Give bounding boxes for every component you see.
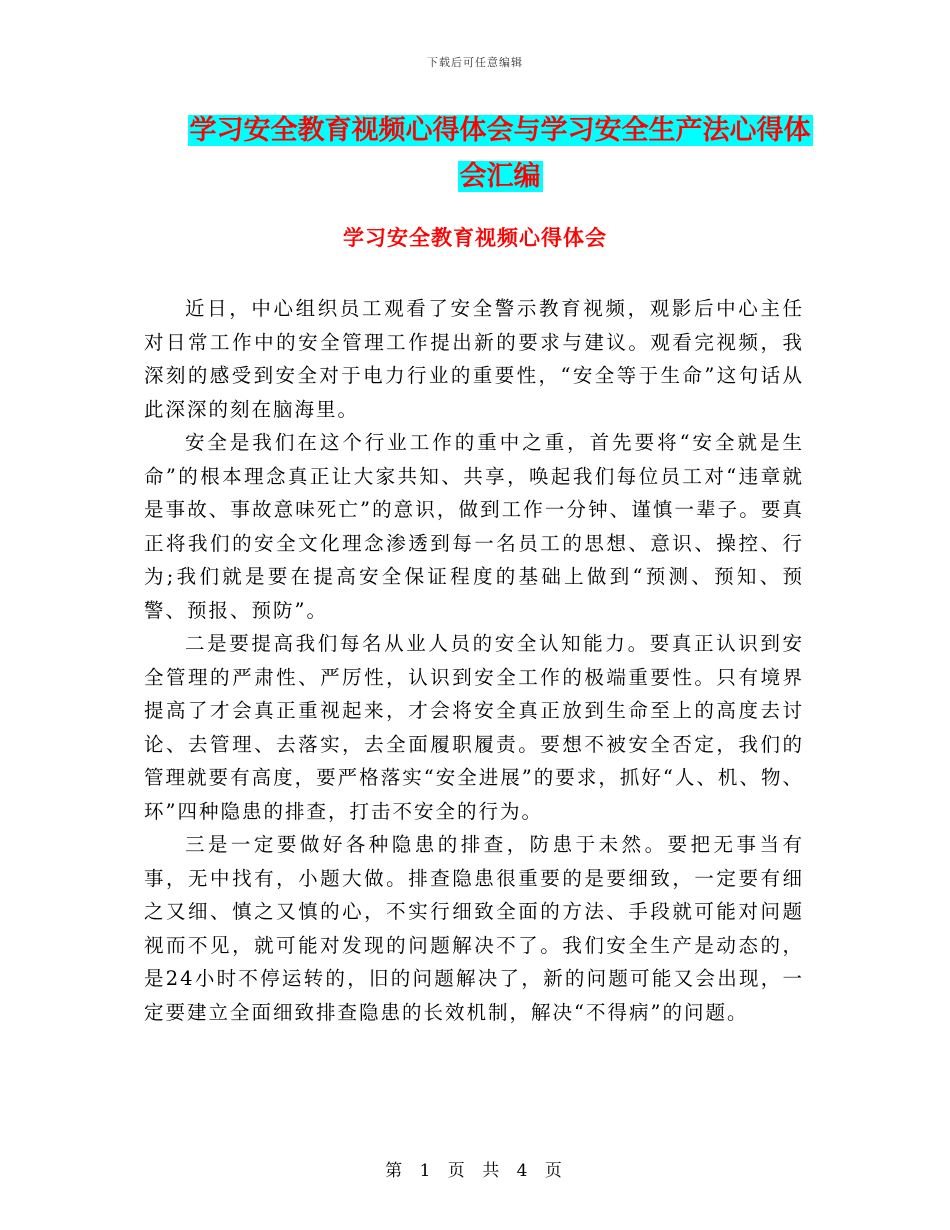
section-title: 学习安全教育视频心得体会 bbox=[343, 226, 607, 250]
header-note: 下载后可任意编辑 bbox=[427, 56, 523, 69]
title-line-1: 学习安全教育视频心得体会与学习安全生产法心得体 bbox=[189, 115, 811, 146]
page-footer: 第 1 页 共 4 页 bbox=[385, 1161, 565, 1181]
title-line-2: 会汇编 bbox=[459, 161, 541, 192]
paragraph: 近日，中心组织员工观看了安全警示教育视频，观影后中心主任对日常工作中的安全管理工作提出新的要求与建议。观看完视频，我深刻的感受到安全对于电力行业的重要性，“安全等于生命”这句话从此深深的刻在脑海里。 bbox=[144, 297, 804, 421]
paragraph: 二是要提高我们每名从业人员的安全认知能力。要真正认识到安全管理的严肃性、严厉性，认识到安全工作的极端重要性。只有境界提高了才会真正重视起来，才会将安全真正放到生命至上的高度去讨论、去管理、去落实，去全面履职履责。要想不被安全否定，我们的管理就要有高度，要严格落实“安全进展”的要求，抓好“人、机、物、环”四种隐患的排查，打击不安全的行为。 bbox=[144, 632, 804, 823]
document-title bbox=[140, 108, 860, 200]
paragraph: 安全是我们在这个行业工作的重中之重，首先要将“安全就是生命”的根本理念真正让大家共知、共享，唤起我们每位员工对“违章就是事故、事故意味死亡”的意识，做到工作一分钟、谨慎一辈子。要真正将我们的安全文化理念渗透到每一名员工的思想、意识、操控、行为;我们就是要在提高安全保证程度的基础上做到“预测、预知、预警、预报、预防”。 bbox=[144, 431, 804, 622]
paragraph: 三是一定要做好各种隐患的排查，防患于未然。要把无事当有事，无中找有，小题大做。排查隐患很重要的是要细致，一定要有细之又细、慎之又慎的心，不实行细致全面的方法、手段就可能对问题视而不见，就可能对发现的问题解决不了。我们安全生产是动态的，是24小时不停运转的，旧的问题解决了，新的问题可能又会出现，一定要建立全面细致排查隐患的长效机制，解决“不得病”的问题。 bbox=[144, 833, 804, 1024]
article-body bbox=[144, 292, 804, 1029]
